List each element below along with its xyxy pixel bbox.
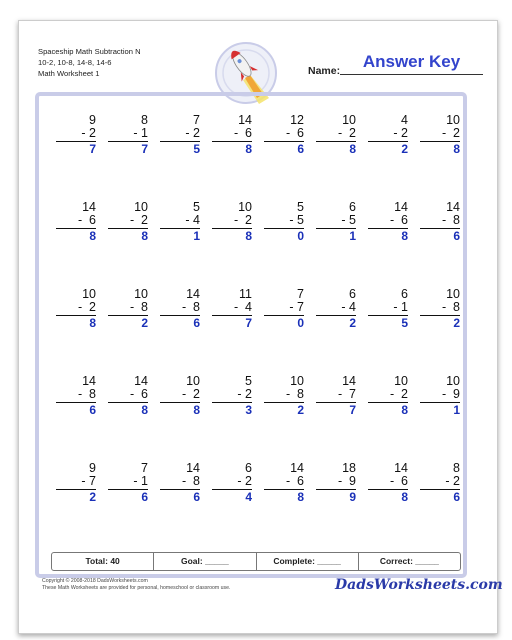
- answer-value: 1: [349, 229, 356, 243]
- subtraction-problem: [100, 462, 148, 504]
- minuend: 10: [446, 113, 460, 127]
- subtrahend: - 4: [185, 213, 200, 227]
- subtraction-problem: [204, 201, 252, 243]
- subtraction-problem: [412, 462, 460, 504]
- subtraction-problem: [152, 201, 200, 243]
- minuend: 10: [290, 374, 304, 388]
- subtrahend: - 2: [389, 387, 408, 401]
- answer-value: 6: [453, 490, 460, 504]
- minuend: 10: [238, 200, 252, 214]
- answer-value: 8: [89, 316, 96, 330]
- answer-value: 7: [245, 316, 252, 330]
- score-bar: [51, 552, 461, 571]
- subtraction-problem: [48, 288, 96, 330]
- subtraction-problem: [308, 462, 356, 504]
- subtrahend: - 6: [129, 387, 148, 401]
- answer-key-title: Answer Key: [362, 52, 461, 71]
- subtrahend: - 7: [81, 474, 96, 488]
- subtrahend: - 6: [77, 213, 96, 227]
- goal-label: Goal: _____: [154, 553, 256, 570]
- answer-value: 0: [297, 316, 304, 330]
- subtrahend: - 7: [337, 387, 356, 401]
- brand-logo: DadsWorksheets.com: [335, 577, 503, 593]
- minuend: 7: [193, 113, 200, 127]
- subtrahend: - 5: [289, 213, 304, 227]
- minuend: 10: [134, 200, 148, 214]
- answer-value: 8: [141, 403, 148, 417]
- subtraction-problem: [48, 462, 96, 504]
- worksheet-header: [38, 46, 141, 79]
- minuend: 5: [193, 200, 200, 214]
- subtraction-problem: [48, 375, 96, 417]
- answer-value: 3: [245, 403, 252, 417]
- minuend: 7: [141, 461, 148, 475]
- name-line: [340, 74, 483, 75]
- answer-value: 1: [193, 229, 200, 243]
- subtraction-problem: [48, 114, 96, 156]
- subtraction-problem: [256, 288, 304, 330]
- subtrahend: - 6: [233, 126, 252, 140]
- subtrahend: - 2: [181, 387, 200, 401]
- subtraction-problem: [412, 288, 460, 330]
- subtraction-problem: [100, 288, 148, 330]
- subtrahend: - 2: [185, 126, 200, 140]
- answer-value: 8: [297, 490, 304, 504]
- subtrahend: - 8: [441, 213, 460, 227]
- subtraction-problem: [204, 114, 252, 156]
- minuend: 10: [134, 287, 148, 301]
- answer-value: 2: [297, 403, 304, 417]
- subtraction-problem: [412, 114, 460, 156]
- subtrahend: - 1: [133, 126, 148, 140]
- answer-value: 5: [193, 142, 200, 156]
- total-label: Total: 40: [52, 553, 154, 570]
- subtraction-problem: [360, 462, 408, 504]
- answer-value: 2: [89, 490, 96, 504]
- subtrahend: - 1: [393, 300, 408, 314]
- answer-value: 2: [453, 316, 460, 330]
- answer-value: 6: [453, 229, 460, 243]
- minuend: 14: [82, 200, 96, 214]
- subtraction-problem: [308, 375, 356, 417]
- subtraction-problem: [308, 201, 356, 243]
- subtraction-problem: [100, 201, 148, 243]
- minuend: 6: [349, 200, 356, 214]
- minuend: 6: [245, 461, 252, 475]
- subtraction-problem: [360, 375, 408, 417]
- subtraction-problem: [204, 288, 252, 330]
- answer-value: 8: [245, 229, 252, 243]
- minuend: 10: [82, 287, 96, 301]
- minuend: 7: [297, 287, 304, 301]
- subtrahend: - 2: [237, 387, 252, 401]
- answer-value: 8: [401, 229, 408, 243]
- subtraction-problem: [100, 114, 148, 156]
- answer-value: 2: [349, 316, 356, 330]
- minuend: 10: [446, 287, 460, 301]
- subtraction-problem: [256, 201, 304, 243]
- answer-value: 8: [89, 229, 96, 243]
- answer-value: 8: [453, 142, 460, 156]
- minuend: 6: [401, 287, 408, 301]
- subtrahend: - 6: [285, 474, 304, 488]
- subtraction-problem: [152, 288, 200, 330]
- answer-value: 7: [349, 403, 356, 417]
- subtraction-problem: [360, 114, 408, 156]
- subtrahend: - 4: [341, 300, 356, 314]
- minuend: 14: [394, 461, 408, 475]
- subtraction-problem: [204, 375, 252, 417]
- subtrahend: - 7: [289, 300, 304, 314]
- answer-value: 6: [193, 316, 200, 330]
- subtraction-problem: [204, 462, 252, 504]
- subtrahend: - 2: [337, 126, 356, 140]
- answer-value: 5: [401, 316, 408, 330]
- answer-value: 0: [297, 229, 304, 243]
- subtraction-problem: [360, 288, 408, 330]
- subtrahend: - 5: [341, 213, 356, 227]
- minuend: 14: [134, 374, 148, 388]
- minuend: 11: [239, 287, 252, 301]
- subtrahend: - 9: [441, 387, 460, 401]
- minuend: 14: [238, 113, 252, 127]
- subtrahend: - 8: [77, 387, 96, 401]
- minuend: 5: [297, 200, 304, 214]
- answer-value: 7: [89, 142, 96, 156]
- subtraction-problem: [100, 375, 148, 417]
- fact-family: 10-2, 10-8, 14-8, 14-6: [38, 58, 112, 67]
- subtraction-problem: [360, 201, 408, 243]
- answer-value: 6: [89, 403, 96, 417]
- subtrahend: - 8: [129, 300, 148, 314]
- minuend: 14: [186, 461, 200, 475]
- answer-value: 2: [141, 316, 148, 330]
- complete-label: Complete: _____: [257, 553, 359, 570]
- minuend: 14: [82, 374, 96, 388]
- minuend: 9: [89, 113, 96, 127]
- minuend: 9: [89, 461, 96, 475]
- minuend: 12: [290, 113, 304, 127]
- name-label: Name:: [308, 65, 341, 77]
- problem-grid: [48, 114, 460, 546]
- minuend: 5: [245, 374, 252, 388]
- minuend: 14: [394, 200, 408, 214]
- subtrahend: - 8: [441, 300, 460, 314]
- worksheet-title: Spaceship Math Subtraction N: [38, 47, 141, 56]
- worksheet-number: Math Worksheet 1: [38, 69, 100, 78]
- minuend: 8: [141, 113, 148, 127]
- subtraction-problem: [308, 288, 356, 330]
- answer-value: 8: [349, 142, 356, 156]
- correct-label: Correct: _____: [379, 556, 439, 566]
- answer-value: 8: [141, 229, 148, 243]
- subtrahend: - 2: [441, 126, 460, 140]
- subtrahend: - 6: [389, 474, 408, 488]
- minuend: 14: [290, 461, 304, 475]
- subtraction-problem: [152, 114, 200, 156]
- minuend: 10: [342, 113, 356, 127]
- subtraction-problem: [412, 201, 460, 243]
- minuend: 10: [394, 374, 408, 388]
- subtrahend: - 2: [129, 213, 148, 227]
- subtrahend: - 8: [181, 300, 200, 314]
- subtraction-problem: [48, 201, 96, 243]
- subtrahend: - 8: [285, 387, 304, 401]
- subtrahend: - 4: [233, 300, 252, 314]
- minuend: 18: [342, 461, 356, 475]
- subtraction-problem: [256, 114, 304, 156]
- answer-value: 6: [297, 142, 304, 156]
- minuend: 8: [453, 461, 460, 475]
- subtrahend: - 6: [285, 126, 304, 140]
- subtrahend: - 6: [389, 213, 408, 227]
- answer-value: 9: [349, 490, 356, 504]
- subtrahend: - 2: [393, 126, 408, 140]
- subtrahend: - 2: [81, 126, 96, 140]
- minuend: 4: [401, 113, 408, 127]
- minuend: 14: [186, 287, 200, 301]
- subtraction-problem: [412, 375, 460, 417]
- minuend: 14: [342, 374, 356, 388]
- minuend: 6: [349, 287, 356, 301]
- subtrahend: - 2: [445, 474, 460, 488]
- subtrahend: - 2: [233, 213, 252, 227]
- subtraction-problem: [152, 375, 200, 417]
- subtrahend: - 1: [133, 474, 148, 488]
- subtrahend: - 2: [237, 474, 252, 488]
- answer-value: 6: [141, 490, 148, 504]
- answer-value: 4: [245, 490, 252, 504]
- subtraction-problem: [256, 375, 304, 417]
- copyright-notice: [42, 578, 230, 592]
- minuend: 10: [186, 374, 200, 388]
- subtrahend: - 2: [77, 300, 96, 314]
- answer-value: 8: [401, 403, 408, 417]
- subtraction-problem: [152, 462, 200, 504]
- answer-value: 8: [245, 142, 252, 156]
- minuend: 10: [446, 374, 460, 388]
- copyright-line: Copyright © 2008-2018 DadsWorksheets.com: [42, 578, 148, 584]
- minuend: 14: [446, 200, 460, 214]
- subtraction-problem: [256, 462, 304, 504]
- answer-value: 8: [401, 490, 408, 504]
- answer-value: 7: [141, 142, 148, 156]
- answer-value: 1: [453, 403, 460, 417]
- answer-value: 2: [401, 142, 408, 156]
- answer-value: 6: [193, 490, 200, 504]
- subtraction-problem: [308, 114, 356, 156]
- subtrahend: - 9: [337, 474, 356, 488]
- subtrahend: - 8: [181, 474, 200, 488]
- answer-value: 8: [193, 403, 200, 417]
- usage-line: These Math Worksheets are provided for personal, homeschool or classroom use.: [42, 585, 231, 591]
